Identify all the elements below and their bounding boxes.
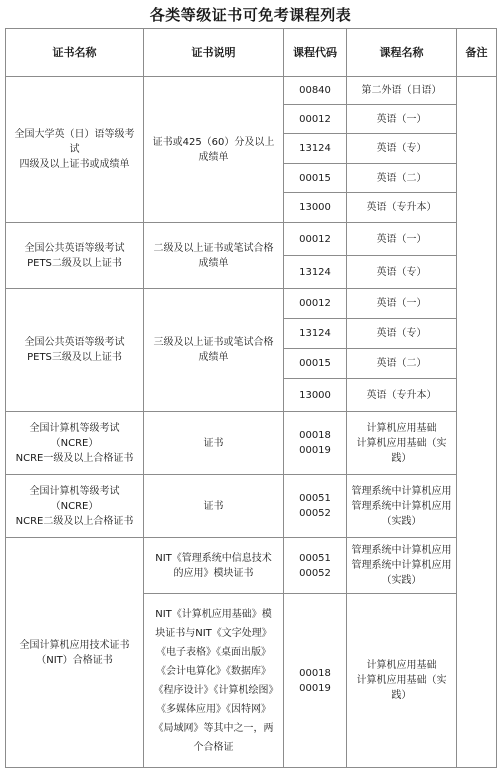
header-cert-name: 证书名称: [6, 29, 144, 77]
document-title: 各类等级证书可免考课程列表: [149, 6, 352, 24]
course-code-cell: [284, 594, 347, 768]
course-code-cell: 00840: [284, 77, 347, 105]
course-code-cell: 13124: [284, 134, 347, 164]
course-name: 计算机应用基础（实践）: [356, 675, 447, 701]
cert-name-line: 全国计算机等级考试: [29, 422, 120, 434]
course-name-cell: 英语（一）: [347, 289, 457, 319]
course-name-cell: 英语（二）: [347, 349, 457, 379]
course-name: 计算机应用基础（实践）: [356, 437, 447, 464]
course-name: 计算机应用基础: [366, 660, 437, 671]
course-name: 管理系统中计算机应用: [351, 545, 452, 556]
cert-name-line: 四级及以上证书或成绩单: [19, 159, 130, 170]
course-name-cell: 英语（一）: [347, 105, 457, 134]
cert-desc-cell: 证书: [144, 475, 284, 538]
course-code-cell: 13124: [284, 256, 347, 289]
cert-name-line: （NIT）合格证书: [36, 654, 113, 666]
course-name-cell: [347, 538, 457, 594]
course-code-cell: 13000: [284, 193, 347, 223]
cert-desc-cell: 二级及以上证书或笔试合格成绩单: [144, 223, 284, 289]
course-code: 00051: [299, 552, 331, 564]
course-name-cell: 英语（专）: [347, 134, 457, 164]
course-code-cell: 00012: [284, 223, 347, 256]
course-code-cell: 00015: [284, 164, 347, 193]
cert-desc-cell: 三级及以上证书或笔试合格成绩单: [144, 289, 284, 412]
cert-name-line: 全国大学英（日）语等级考试: [14, 129, 135, 155]
course-code-cell: [284, 412, 347, 475]
cert-name-cell: [6, 412, 144, 475]
course-name-cell: 英语（一）: [347, 223, 457, 256]
course-code: 00018: [299, 430, 331, 441]
course-code: 00018: [299, 667, 331, 679]
course-name-cell: [347, 475, 457, 538]
course-code-cell: 00012: [284, 105, 347, 134]
cert-name-line: NCRE一级及以上合格证书: [15, 452, 134, 464]
header-course-code: 课程代码: [284, 29, 347, 77]
cert-desc-cell: NIT《管理系统中信息技术的应用》模块证书: [144, 538, 284, 594]
cert-desc-cell: 证书: [144, 412, 284, 475]
remarks-cell: [457, 77, 497, 768]
cert-desc-cell: 证书或425（60）分及以上成绩单: [144, 77, 284, 223]
cert-name-cell: [6, 77, 144, 223]
cert-name-line: 全国公共英语等级考试: [24, 337, 125, 348]
course-code-cell: 13000: [284, 379, 347, 412]
cert-name-line: 全国计算机等级考试: [29, 485, 120, 497]
course-code-cell: 13124: [284, 319, 347, 349]
header-remarks: 备注: [457, 29, 497, 77]
course-code: 00019: [299, 445, 331, 456]
course-name-cell: 英语（专）: [347, 319, 457, 349]
header-course-name: 课程名称: [347, 29, 457, 77]
course-name: 管理系统中计算机应用（实践）: [351, 560, 452, 586]
course-code-cell: 00015: [284, 349, 347, 379]
cert-name-cell: [6, 289, 144, 412]
course-name-cell: [347, 412, 457, 475]
course-code-cell: [284, 538, 347, 594]
course-name-cell: 第二外语（日语）: [347, 77, 457, 105]
course-code: 00052: [299, 567, 331, 579]
course-name: 管理系统中计算机应用: [351, 485, 452, 497]
header-cert-desc: 证书说明: [144, 29, 284, 77]
exemption-table: [5, 28, 497, 768]
course-name-cell: 英语（二）: [347, 164, 457, 193]
table-row: [6, 412, 497, 475]
header-row: [6, 29, 497, 77]
table-row: [6, 223, 497, 256]
table-row: [6, 77, 497, 105]
course-name-cell: 英语（专）: [347, 256, 457, 289]
cert-name-line: PETS二级及以上证书: [27, 257, 122, 269]
course-code-cell: [284, 475, 347, 538]
table-row: [6, 538, 497, 594]
course-code: 00051: [299, 493, 331, 504]
cert-desc-cell: NIT《计算机应用基础》模块证书与NIT《文字处理》《电子表格》《桌面出版》《会计电算化》《数据库》《程序设计》《计算机绘图》《多媒体应用》《因特网》《局域网》等其中之一，两个合格证: [144, 594, 284, 768]
course-code: 00019: [299, 682, 331, 694]
table-row: [6, 289, 497, 319]
course-name-cell: 英语（专升本）: [347, 193, 457, 223]
course-name: 管理系统中计算机应用（实践）: [351, 500, 452, 527]
cert-name-cell: [6, 475, 144, 538]
cert-name-line: PETS三级及以上证书: [27, 352, 122, 363]
table-row: [6, 475, 497, 538]
cert-name-line: 全国计算机应用技术证书: [19, 639, 130, 651]
course-code-cell: 00012: [284, 289, 347, 319]
cert-name-line: （NCRE）: [50, 437, 99, 449]
cert-name-line: （NCRE）: [50, 500, 99, 512]
course-name-cell: 英语（专升本）: [347, 379, 457, 412]
cert-name-line: NCRE二级及以上合格证书: [15, 515, 134, 527]
course-code: 00052: [299, 508, 331, 519]
course-name: 计算机应用基础: [366, 422, 437, 434]
cert-name-line: 全国公共英语等级考试: [24, 242, 125, 254]
course-name-cell: [347, 594, 457, 768]
cert-name-cell: [6, 538, 144, 768]
cert-name-cell: [6, 223, 144, 289]
